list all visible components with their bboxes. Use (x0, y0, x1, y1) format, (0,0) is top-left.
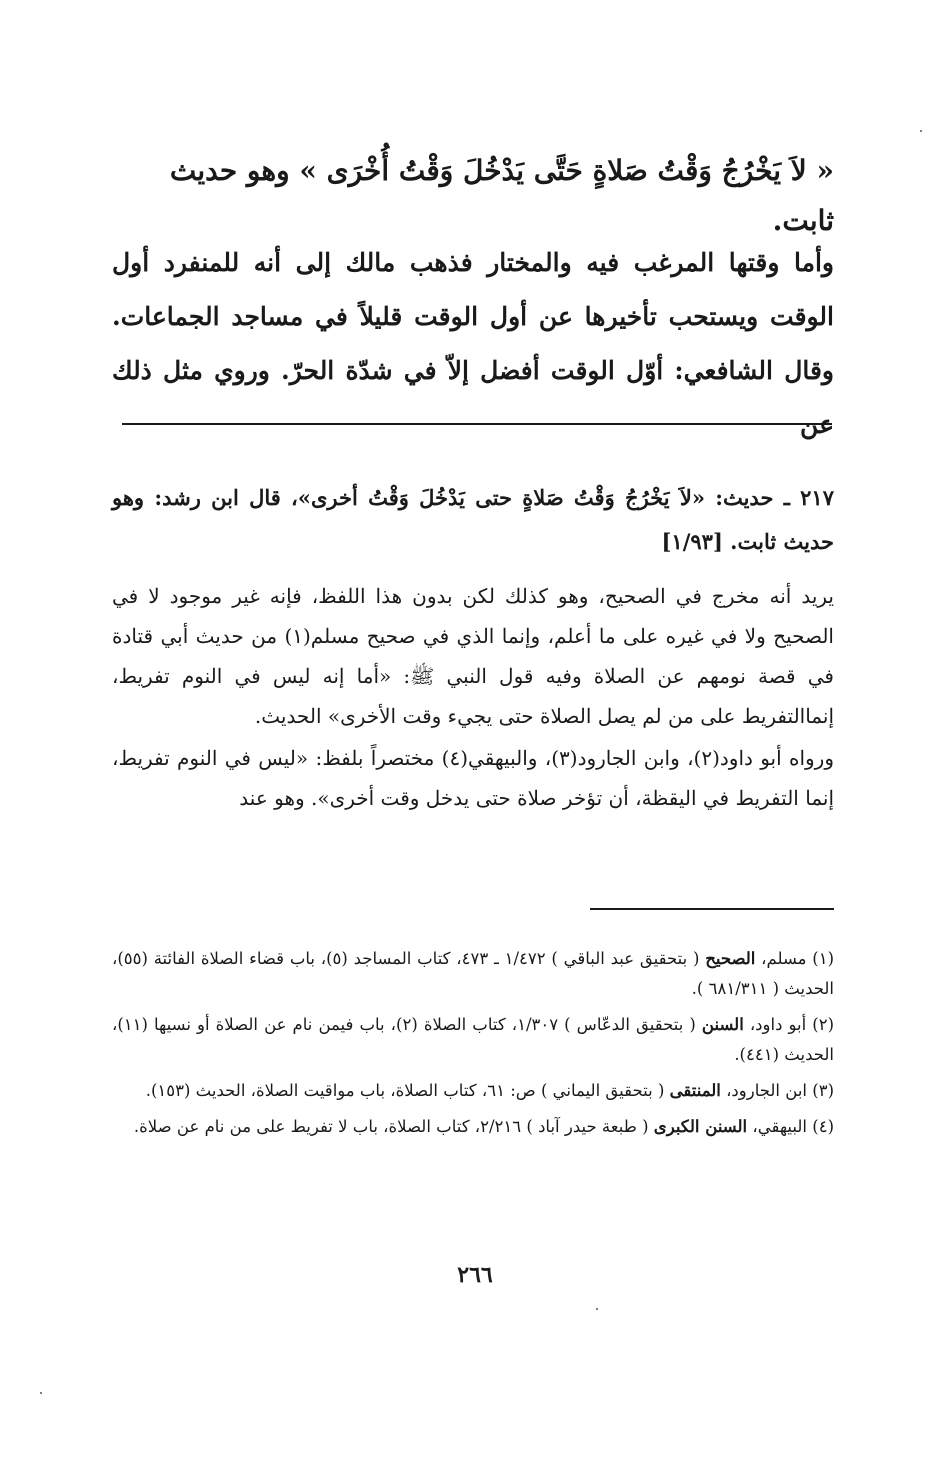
footnote-4-author: البيهقي، (752, 1117, 807, 1136)
footnote-1 (112, 944, 834, 1004)
footnote-2 (112, 1010, 834, 1070)
footnote-2-book: السنن (701, 1015, 744, 1034)
scan-speck (596, 1308, 598, 1310)
footnote-1-number: (١) (812, 949, 835, 968)
page-number: ٢٦٦ (457, 1262, 493, 1288)
footnote-3-book: المنتقى (669, 1081, 721, 1100)
footnotes-divider (590, 908, 834, 910)
footnote-4 (112, 1112, 834, 1142)
footnote-2-number: (٢) (812, 1015, 834, 1034)
quoted-hadith-line: « لاَ يَخْرُجُ وَقْتُ صَلاةٍ حَتَّى يَدْخُلَ وَقْتُ أُخْرَى » وهو حديث ثابت. (169, 154, 834, 237)
footnote-1-details: ( بتحقيق عبد الباقي ) ١/٤٧٢ ـ ٤٧٣، كتاب المساجد (٥)، باب قضاء الصلاة الفائتة (٥٥)، الحديث ( ٦٨١/٣١١ ). (112, 949, 834, 998)
main-text-divider (122, 423, 832, 425)
main-paragraph: وأما وقتها المرغب فيه والمختار فذهب مالك إلى أنه للمنفرد أول الوقت ويستحب تأخيرها عن أول الوقت قليلاً في مساجد الجماعات. وقال الشافعي: أوّل الوقت أفضل إلاّ في شدّة الحرّ. وروي مثل ذلك عن (112, 248, 834, 439)
footnote-3-number: (٣) (812, 1081, 834, 1100)
scan-speck (40, 1392, 42, 1394)
footnote-4-number: (٤) (812, 1117, 834, 1136)
footnote-1-author: مسلم، (761, 949, 807, 968)
footnotes-section (112, 944, 834, 1148)
commentary-paragraph-1: يريد أنه مخرج في الصحيح، وهو كذلك لكن بدون هذا اللفظ، فإنه غير موجود لا في الصحيح ولا في غيره على ما أعلم، وإنما الذي في صحيح مسلم(١) من حديث أبي قتادة في قصة نومهم عن الصلاة وفيه قول النبي ﷺ: «أما إنه ليس في النوم تفريط، إنماالتفريط على من لم يصل الصلاة حتى يجيء وقت الأخرى» الحديث. (112, 584, 834, 728)
scan-speck (920, 130, 922, 132)
footnote-3-author: ابن الجارود، (726, 1081, 807, 1100)
footnote-3 (112, 1076, 834, 1106)
footnote-4-book: السنن الكبرى (653, 1117, 748, 1136)
hadith-entry: ٢١٧ ـ حديث: «لاَ يَخْرُجُ وَقْتُ صَلاةٍ حتى يَدْخُلَ وَقْتُ أخرى»، قال ابن رشد: وهو حديث ثابت. [١/٩٣] (112, 485, 834, 554)
footnote-1-book: الصحيح (705, 949, 756, 968)
footnote-2-author: أبو داود، (749, 1015, 807, 1034)
footnote-2-details: ( بتحقيق الدعّاس ) ١/٣٠٧، كتاب الصلاة (٢)، باب فيمن نام عن الصلاة أو نسيها (١١)، الحديث (٤٤١). (112, 1015, 834, 1064)
footnote-4-details: ( طبعة حيدر آباد ) ٢/٢١٦، كتاب الصلاة، باب لا تفريط على من نام عن صلاة. (133, 1117, 649, 1136)
commentary-paragraph-2: ورواه أبو داود(٢)، وابن الجارود(٣)، والبيهقي(٤) مختصراً بلفظ: «ليس في النوم تفريط، إنما التفريط في اليقظة، أن تؤخر صلاة حتى يدخل وقت أخرى». وهو عند (112, 746, 834, 810)
footnote-3-details: ( بتحقيق اليماني ) ص: ٦١، كتاب الصلاة، باب مواقيت الصلاة، الحديث (١٥٣). (145, 1081, 665, 1100)
